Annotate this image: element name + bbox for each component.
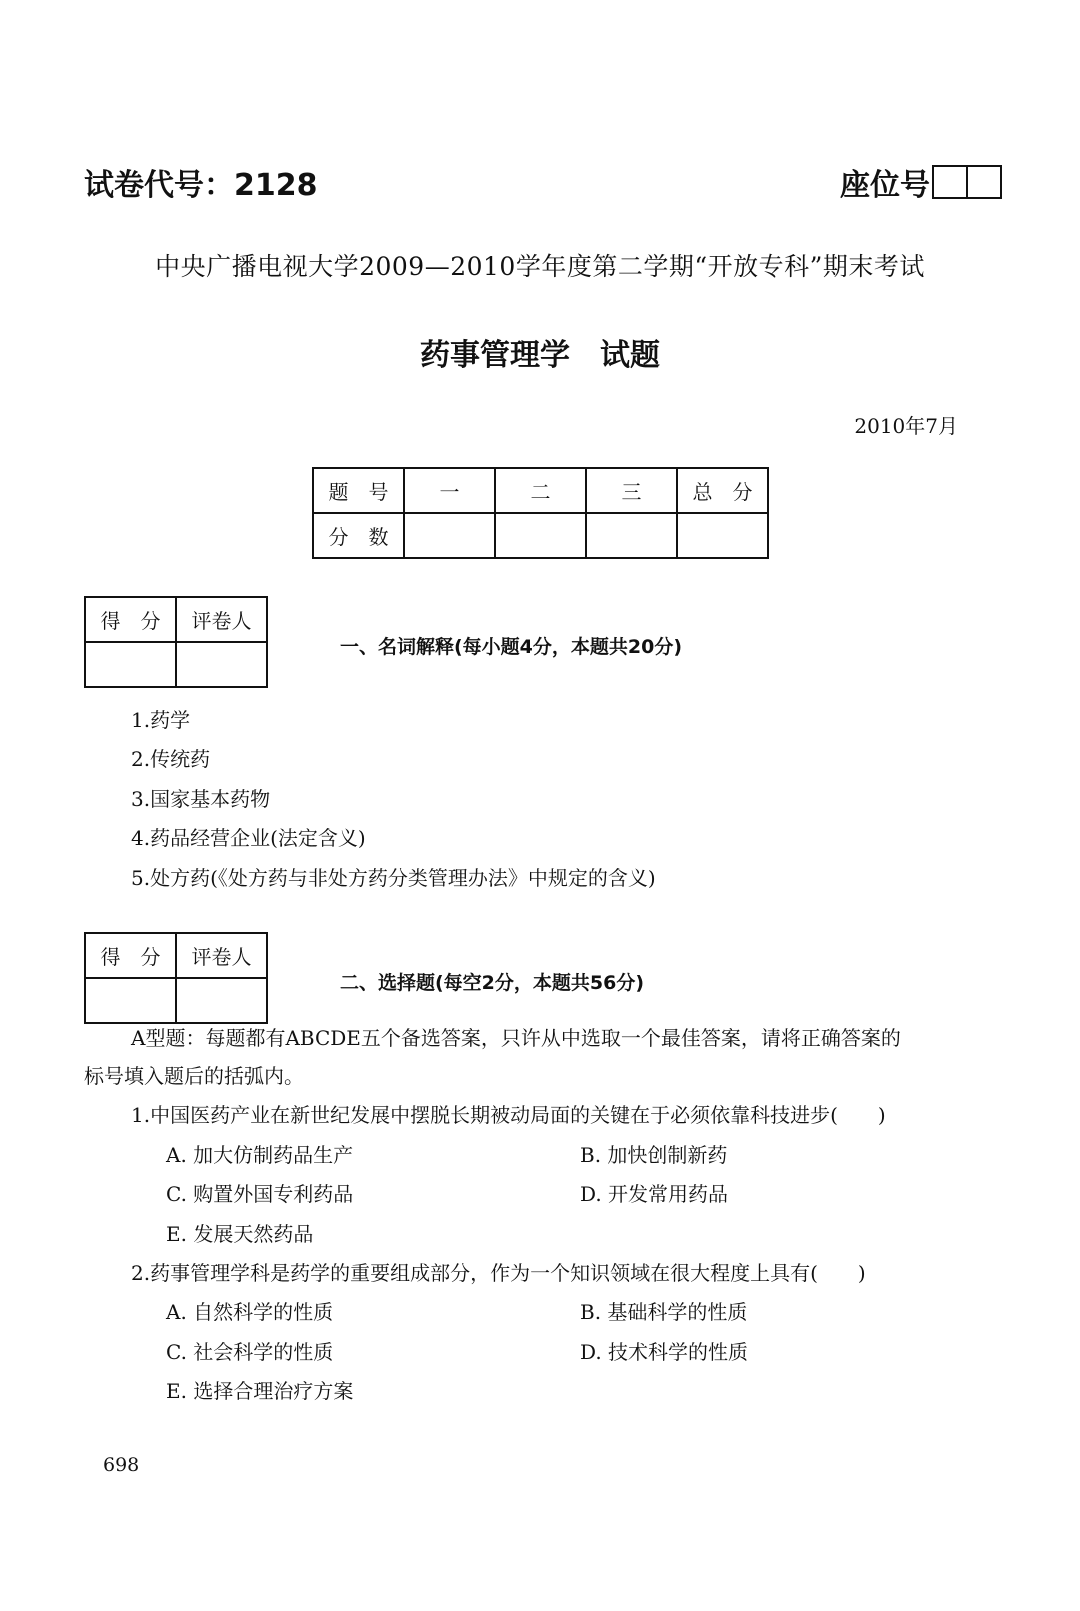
- list-item: 1.药学: [131, 708, 191, 732]
- answer-option: E. 发展天然药品: [166, 1222, 314, 1246]
- score-table-header-row: [313, 468, 768, 513]
- answer-option: B. 基础科学的性质: [580, 1300, 748, 1324]
- score-entry-cell[interactable]: [495, 513, 586, 558]
- answer-option: D. 技术科学的性质: [580, 1340, 749, 1364]
- seat-box[interactable]: [932, 165, 968, 199]
- instruction-text: 标号填入题后的括弧内。: [84, 1064, 304, 1088]
- list-item: 5.处方药(《处方药与非处方药分类管理办法》中规定的含义): [131, 866, 656, 890]
- score-entry-cell[interactable]: [404, 513, 495, 558]
- exam-date: 2010年7月: [854, 414, 958, 438]
- score-table-cell: 分 数: [313, 513, 404, 558]
- list-item: 4.药品经营企业(法定含义): [131, 826, 366, 850]
- answer-option: B. 加快创制新药: [580, 1143, 728, 1167]
- score-table-cell: 二: [495, 468, 586, 513]
- question-stem: 1.中国医药产业在新世纪发展中摆脱长期被动局面的关键在于必须依靠科技进步( ): [131, 1103, 886, 1127]
- answer-option: C. 购置外国专利药品: [166, 1182, 354, 1206]
- question-stem: 2.药事管理学科是药学的重要组成部分，作为一个知识领域在很大程度上具有( ): [131, 1261, 866, 1285]
- score-table-score-row: [313, 513, 768, 558]
- seat-boxes: [932, 165, 1002, 199]
- grader-label: 评卷人: [176, 597, 267, 642]
- seat-label: 座位号: [840, 168, 930, 203]
- grader-entry-cell[interactable]: [176, 978, 267, 1023]
- answer-option: E. 选择合理治疗方案: [166, 1379, 354, 1403]
- score-table-cell: 总 分: [677, 468, 768, 513]
- grader-box: [84, 596, 268, 688]
- score-table-cell: 题 号: [313, 468, 404, 513]
- answer-option: C. 社会科学的性质: [166, 1340, 334, 1364]
- score-table-cell: 一: [404, 468, 495, 513]
- paper-code: 试卷代号：2128: [84, 168, 318, 203]
- score-label: 得 分: [85, 933, 176, 978]
- section-title: 二、选择题(每空2分，本题共56分): [340, 972, 645, 994]
- exam-header: 中央广播电视大学2009—2010学年度第二学期“开放专科”期末考试: [155, 252, 925, 281]
- seat-number: [840, 160, 1002, 204]
- page-number: 698: [103, 1454, 140, 1476]
- grader-box: [84, 932, 268, 1024]
- score-entry-cell[interactable]: [677, 513, 768, 558]
- score-entry-cell[interactable]: [85, 978, 176, 1023]
- answer-option: A. 加大仿制药品生产: [166, 1143, 354, 1167]
- score-entry-cell[interactable]: [85, 642, 176, 687]
- grader-label: 评卷人: [176, 933, 267, 978]
- seat-box[interactable]: [968, 165, 1002, 199]
- section-title: 一、名词解释(每小题4分，本题共20分): [340, 636, 683, 658]
- list-item: 3.国家基本药物: [131, 787, 271, 811]
- answer-option: D. 开发常用药品: [580, 1182, 729, 1206]
- score-label: 得 分: [85, 597, 176, 642]
- answer-option: A. 自然科学的性质: [166, 1300, 334, 1324]
- score-table: [312, 467, 769, 559]
- grader-entry-cell[interactable]: [176, 642, 267, 687]
- list-item: 2.传统药: [131, 747, 211, 771]
- exam-title: 药事管理学 试题: [420, 338, 660, 373]
- score-table-cell: 三: [586, 468, 677, 513]
- instruction-text: A型题：每题都有ABCDE五个备选答案，只许从中选取一个最佳答案，请将正确答案的: [131, 1026, 901, 1050]
- score-entry-cell[interactable]: [586, 513, 677, 558]
